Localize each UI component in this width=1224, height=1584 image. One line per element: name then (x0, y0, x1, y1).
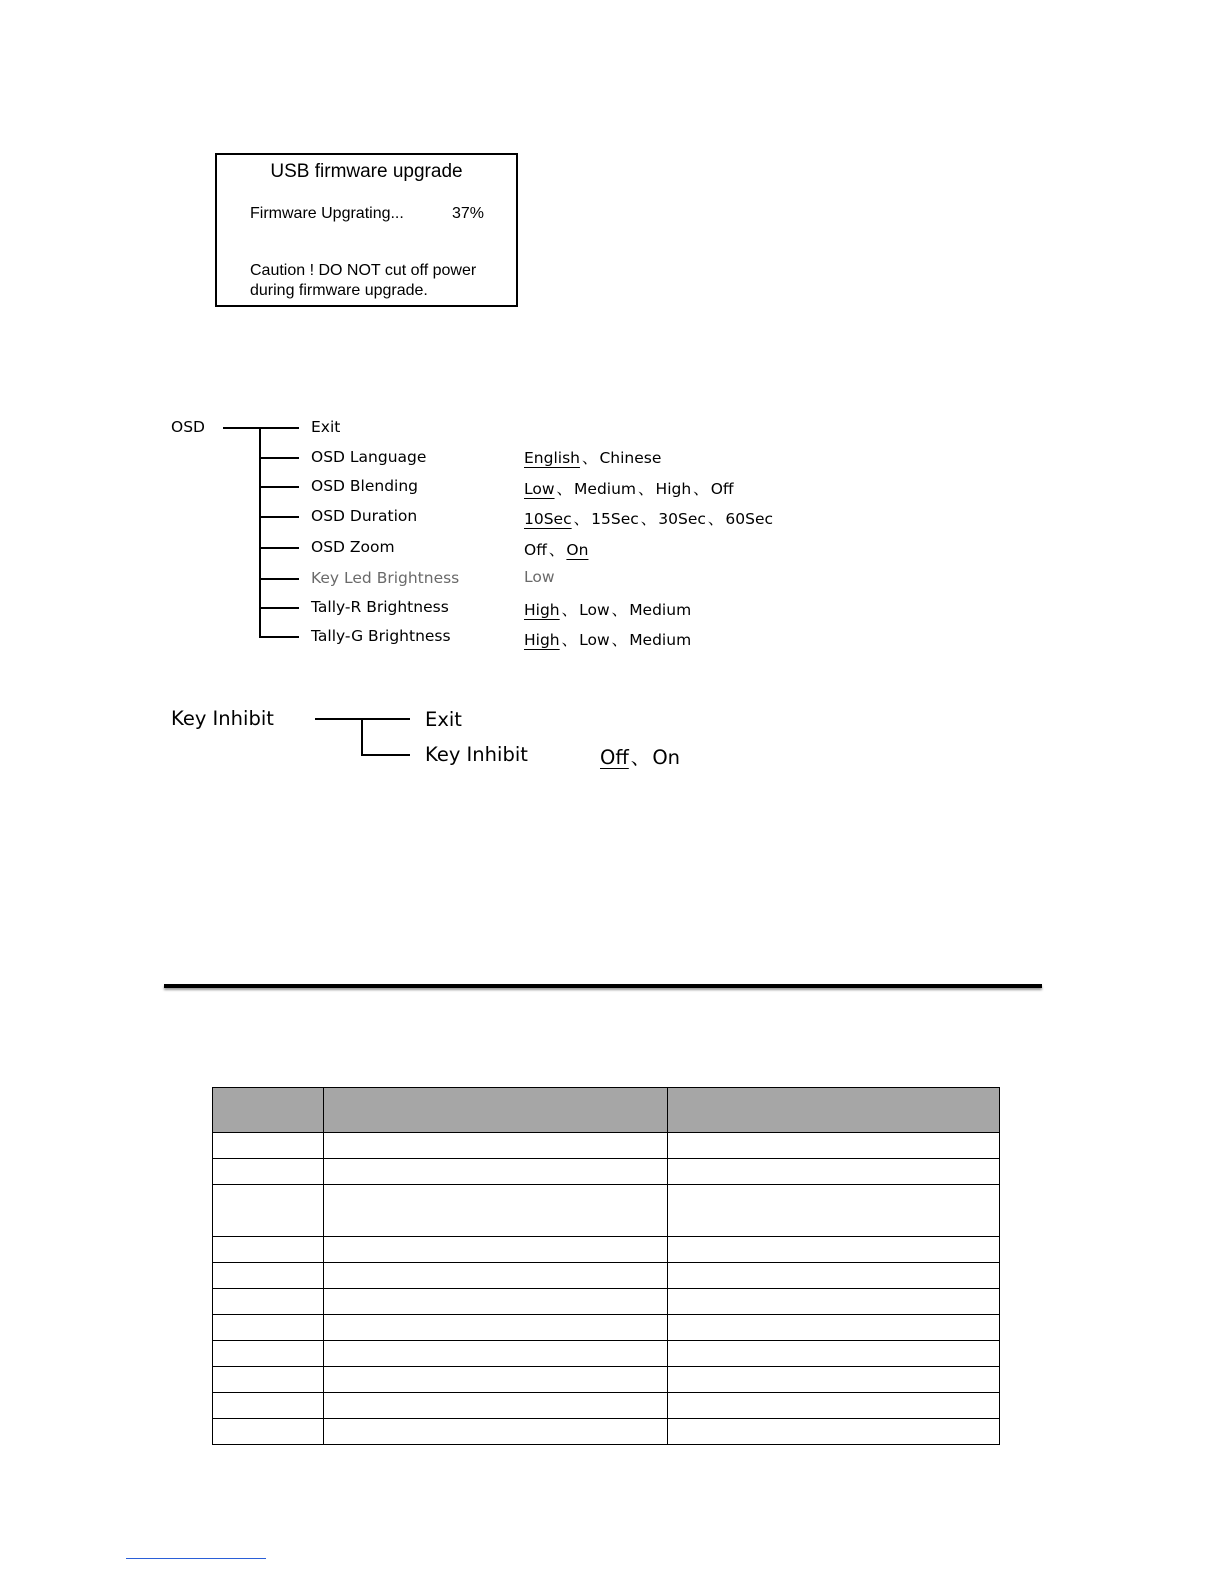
tree-branch (259, 607, 299, 609)
table-cell (213, 1419, 324, 1445)
table-row (213, 1393, 1000, 1419)
tree-branch (259, 457, 299, 459)
table-cell (213, 1263, 324, 1289)
table-cell (668, 1159, 1000, 1185)
option-english[interactable]: English (524, 449, 580, 467)
spec-table (212, 1087, 1000, 1445)
table-cell (668, 1263, 1000, 1289)
table-row (213, 1237, 1000, 1263)
table-cell (323, 1185, 668, 1237)
table-row (213, 1289, 1000, 1315)
table-row (213, 1315, 1000, 1341)
table-row (213, 1133, 1000, 1159)
upgrade-status: Firmware Upgrating... (250, 205, 404, 222)
upgrade-progress: 37% (452, 205, 485, 222)
menu-item-key-led-brightness: Key Led Brightness (311, 569, 460, 587)
table-row (213, 1263, 1000, 1289)
table-cell (323, 1237, 668, 1263)
option-off[interactable]: Off (710, 480, 734, 498)
tree-branch (259, 486, 299, 488)
option-separator: 、 (638, 480, 654, 498)
table-cell (323, 1289, 668, 1315)
option-on[interactable]: On (652, 746, 681, 769)
osd-language-options (524, 446, 661, 468)
option-separator: 、 (573, 510, 590, 528)
tree-branch (259, 547, 299, 549)
osd-blending-options (524, 477, 734, 499)
option-medium[interactable]: Medium (629, 631, 692, 649)
option-separator: 、 (611, 631, 628, 649)
osd-zoom-options (524, 538, 588, 560)
option-high[interactable]: High (524, 601, 560, 619)
menu-item-tally-g-brightness[interactable]: Tally-G Brightness (311, 627, 451, 645)
menu-item-osd-blending[interactable]: OSD Blending (311, 477, 419, 495)
option-high[interactable]: High (524, 631, 560, 649)
option-separator: 、 (693, 480, 709, 498)
table-row (213, 1419, 1000, 1445)
table-cell (213, 1367, 324, 1393)
option-separator: 、 (561, 601, 578, 619)
option-separator: 、 (548, 541, 565, 559)
menu-item-osd-language[interactable]: OSD Language (311, 448, 427, 466)
option-separator: 、 (556, 480, 573, 498)
option-15sec[interactable]: 15Sec (591, 510, 639, 528)
table-cell (213, 1289, 324, 1315)
table-cell (213, 1237, 324, 1263)
table-header-row (213, 1088, 1000, 1133)
option-separator: 、 (561, 631, 578, 649)
key-led-brightness-value: Low (524, 568, 555, 586)
option-separator: 、 (611, 601, 628, 619)
option-30sec[interactable]: 30Sec (658, 510, 706, 528)
table-cell (213, 1185, 324, 1237)
menu-item-key-inhibit[interactable]: Key Inhibit (425, 743, 528, 766)
table-cell (213, 1393, 324, 1419)
option-low[interactable]: Low (579, 631, 610, 649)
table-header-cell (213, 1088, 324, 1133)
option-off[interactable]: Off (600, 746, 629, 769)
footer-link[interactable] (126, 1558, 266, 1559)
option-separator: 、 (640, 510, 657, 528)
tree-trunk (361, 718, 363, 756)
tree-branch (259, 636, 299, 638)
table-cell (668, 1393, 1000, 1419)
table-cell (213, 1341, 324, 1367)
table-cell (668, 1185, 1000, 1237)
table-cell (213, 1159, 324, 1185)
table-header-cell (323, 1088, 668, 1133)
tally-r-brightness-options (524, 598, 691, 620)
menu-item-exit[interactable]: Exit (311, 418, 341, 436)
dialog-title: USB firmware upgrade (270, 161, 463, 182)
tree-branch (259, 516, 299, 518)
option-medium[interactable]: Medium (629, 601, 692, 619)
table-cell (213, 1133, 324, 1159)
option-low[interactable]: Low (524, 480, 555, 498)
table-row (213, 1367, 1000, 1393)
option-separator: 、 (581, 449, 598, 467)
caution-line-2: during firmware upgrade. (250, 282, 428, 299)
option-chinese[interactable]: Chinese (599, 449, 662, 467)
table-cell (668, 1289, 1000, 1315)
osd-root-label: OSD (171, 418, 205, 436)
option-10sec[interactable]: 10Sec (524, 510, 572, 528)
table-row (213, 1341, 1000, 1367)
table-cell (668, 1315, 1000, 1341)
firmware-upgrade-dialog (215, 153, 518, 307)
table-cell (668, 1341, 1000, 1367)
option-separator: 、 (707, 510, 724, 528)
section-divider (164, 984, 1042, 988)
caution-line-1: Caution ! DO NOT cut off power (250, 262, 477, 279)
table-cell (323, 1367, 668, 1393)
table-cell (323, 1419, 668, 1445)
menu-item-exit[interactable]: Exit (425, 708, 462, 731)
key-inhibit-options (600, 742, 680, 770)
option-off[interactable]: Off (524, 541, 547, 559)
option-separator: 、 (630, 746, 651, 769)
tree-branch (259, 578, 299, 580)
table-cell (323, 1341, 668, 1367)
table-cell (323, 1133, 668, 1159)
option-60sec[interactable]: 60Sec (725, 510, 774, 528)
osd-duration-options (524, 507, 773, 529)
table-row (213, 1159, 1000, 1185)
table-cell (323, 1315, 668, 1341)
caution-text (250, 261, 476, 301)
key-inhibit-root-label: Key Inhibit (171, 707, 274, 730)
tree-connector (223, 427, 299, 429)
table-cell (668, 1237, 1000, 1263)
menu-item-tally-r-brightness[interactable]: Tally-R Brightness (311, 598, 449, 616)
option-low[interactable]: Low (579, 601, 610, 619)
table-cell (323, 1393, 668, 1419)
menu-item-osd-duration[interactable]: OSD Duration (311, 507, 418, 525)
table-cell (323, 1159, 668, 1185)
option-high[interactable]: High (655, 480, 692, 498)
table-cell (213, 1315, 324, 1341)
option-on[interactable]: On (566, 541, 589, 559)
table-row (213, 1185, 1000, 1237)
table-cell (323, 1263, 668, 1289)
option-medium[interactable]: Medium (574, 480, 637, 498)
table-cell (668, 1367, 1000, 1393)
table-header-cell (668, 1088, 1000, 1133)
tally-g-brightness-options (524, 628, 691, 650)
menu-item-osd-zoom[interactable]: OSD Zoom (311, 538, 395, 556)
tree-branch (361, 754, 410, 756)
table-cell (668, 1133, 1000, 1159)
table-cell (668, 1419, 1000, 1445)
